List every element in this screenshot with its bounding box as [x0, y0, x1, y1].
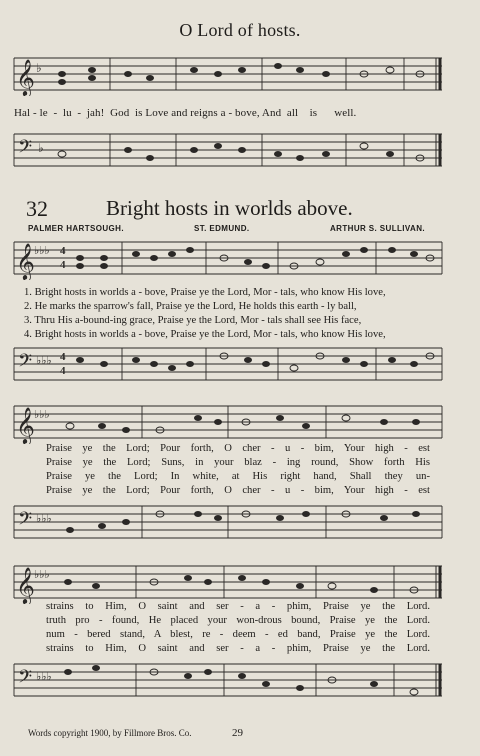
- svg-text:♭♭♭: ♭♭♭: [34, 569, 50, 581]
- svg-text:𝄞: 𝄞: [16, 243, 35, 279]
- composer-credit: ARTHUR S. SULLIVAN.: [330, 224, 426, 233]
- svg-text:𝄞: 𝄞: [16, 58, 35, 96]
- svg-text:𝄞: 𝄞: [16, 407, 35, 443]
- verse-line: Praise ye the Lord; Suns, in your blaz - ing round, Show forth His: [46, 457, 430, 468]
- svg-text:4: 4: [60, 365, 66, 377]
- svg-text:♭♭♭: ♭♭♭: [36, 355, 52, 367]
- staff-treble-top: [10, 52, 444, 96]
- page-number: 29: [232, 727, 243, 739]
- music-staff: [10, 658, 444, 702]
- svg-text:𝄢: 𝄢: [18, 136, 33, 161]
- svg-text:4: 4: [60, 245, 66, 257]
- svg-text:𝄢: 𝄢: [18, 350, 33, 375]
- music-staff: [10, 52, 444, 96]
- verse-line: truth pro - found, He placed your won-drous bound, Praise ye the Lord.: [46, 615, 430, 626]
- music-staff: [10, 236, 444, 280]
- verse-line: Praise ye the Lord; Pour forth, O cher - u - bim, Your high - est: [46, 443, 430, 454]
- music-staff: [10, 500, 444, 544]
- verse-line: num - bered stand, A blest, re - deem - ed band, Praise ye the Lord.: [46, 629, 430, 640]
- staff-bass-top: [10, 128, 444, 172]
- svg-text:♭♭♭: ♭♭♭: [34, 409, 50, 421]
- verse-line: Praise ye the Lord; Pour forth, O cher - u - bim, Your high - est: [46, 485, 430, 496]
- hymn-number: 32: [26, 196, 48, 221]
- verse-line: 3. Thru His a-bound-ing grace, Praise ye the Lord, Mor - tals shall see His face,: [24, 315, 362, 326]
- music-staff: [10, 342, 444, 386]
- svg-text:𝄞: 𝄞: [16, 567, 35, 603]
- svg-text:♭♭♭: ♭♭♭: [34, 245, 50, 257]
- svg-text:4: 4: [60, 351, 66, 363]
- verse-line: 4. Bright hosts in worlds a - bove, Praise ye the Lord, Mor - tals, who know His love,: [24, 329, 386, 340]
- svg-text:♭: ♭: [38, 141, 44, 155]
- lyricist-credit: PALMER HARTSOUGH.: [28, 224, 124, 233]
- music-staff: [10, 560, 444, 604]
- verse-lines-part1: [24, 286, 444, 342]
- staff-treble-1: [10, 236, 444, 280]
- svg-text:♭♭♭: ♭♭♭: [36, 513, 52, 525]
- staff-treble-2: [10, 400, 444, 444]
- top-hymn-lyric: Hal - le - lu - jah! God is Love and reigns a - bove, And all is well.: [14, 107, 357, 119]
- copyright-notice: Words copyright 1900, by Fillmore Bros. Co.: [28, 728, 192, 738]
- svg-text:♭: ♭: [36, 61, 42, 75]
- verse-lines-part3: [46, 600, 430, 656]
- verse-line: 1. Bright hosts in worlds a - bove, Praise ye the Lord, Mor - tals, who know His love,: [24, 287, 386, 298]
- verse-lines-part2: [46, 442, 430, 498]
- verse-line: strains to Him, O saint and ser - a - phim, Praise ye the Lord.: [46, 601, 430, 612]
- staff-bass-1: [10, 342, 444, 386]
- staff-treble-3: [10, 560, 444, 604]
- svg-text:4: 4: [60, 259, 66, 271]
- staff-bass-2: [10, 500, 444, 544]
- svg-text:♭♭♭: ♭♭♭: [36, 671, 52, 683]
- svg-text:𝄢: 𝄢: [18, 666, 33, 691]
- staff-bass-3: [10, 658, 444, 702]
- verse-line: Praise ye the Lord; In white, at His right hand, Shall they un-: [46, 471, 430, 482]
- tune-name: ST. EDMUND.: [194, 224, 250, 233]
- music-staff: [10, 400, 444, 444]
- hymn-title: Bright hosts in worlds above.: [106, 196, 353, 220]
- svg-text:𝄢: 𝄢: [18, 508, 33, 533]
- verse-line: 2. He marks the sparrow's fall, Praise ye the Lord, He holds this earth - ly ball,: [24, 301, 357, 312]
- verse-line: strains to Him, O saint and ser - a - phim, Praise ye the Lord.: [46, 643, 430, 654]
- music-staff: [10, 128, 444, 172]
- top-hymn-title: O Lord of hosts.: [179, 20, 301, 40]
